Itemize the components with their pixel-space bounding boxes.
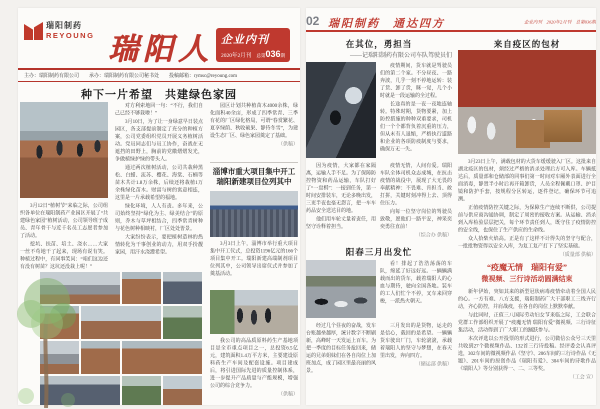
watercolor-tree-illustration <box>16 268 80 408</box>
tree-planting-photo <box>20 102 108 198</box>
paragraph: 疫情无情，人间有爱。瑞阳车队全体司机众志成城，在抗击疫情的战役中，展现了大无畏的奉献精神：不畏难、肯担当、敢打拼，关键时刻冲得上去、顶得住压力。 <box>380 163 452 206</box>
collage-photo <box>122 341 202 374</box>
project-text-1 <box>210 240 298 288</box>
paragraph: 我公司的高品质原料药生产基地项目是全市重点项目之一，总投资6.5亿元，建筑面积1.4万平方米，主要建设原料药生产车间及配套设施。项目建成后，将引进国际先进的质量控制体系，进一步提升产品质量与产能规模，增强公司的综合竞争力。 <box>210 338 298 389</box>
left-page <box>18 8 300 405</box>
paragraph: 他们用车轮丈量着责任，用坚守诠释着担当。 <box>306 216 376 230</box>
groundbreaking-ceremony-photo <box>210 191 298 237</box>
paragraph: 新年伊始，突如其来的新型冠状病毒疫情牵动着全国人民的心。一方有难、八方支援，瑞阳制药广大干部职工三线齐行动，齐心防控，并肩战疫，在各自的岗位上默默奉献。 <box>458 289 596 310</box>
article1-column1 <box>20 202 108 270</box>
paragraph: 与此同时，正值三八国际劳动妇女节来临之际，工会联合党群工作部组织开展了“疫魔无情 瑞阳有爱”微视频、三行诗征集活动，活动得到了广大职工的踊跃参与。 <box>458 312 596 333</box>
project-text-2 <box>210 337 298 405</box>
paragraph: 因为疫情，大家都在家隔离，运输人手不足。为了保障防控物资和药品运输，车队打好了“一盘棋”：一接到任务，第一时间安排装车，无论多晚出发，三更半夜也毫无怨言，把一车车药品安全送达目的地。 <box>306 163 376 214</box>
logo-cn-label: 瑞阳制药 <box>46 21 82 30</box>
paragraph: 向每一位坚守岗位的驾驶员致敬，愿他们一路平安，神采奕奕勇往直前！ <box>380 209 452 230</box>
poem-article-headline: “疫魔无情 瑞阳有爱” <box>487 263 567 272</box>
byline: （质量部 供稿） <box>559 252 596 258</box>
truck-convoy-photo <box>306 260 376 318</box>
packaging-article-headline: 来自疫区的包材 <box>493 39 561 49</box>
march-column-right <box>380 322 452 404</box>
paragraph: 3月3日上午，淄博市举行重大项目集中开工仪式，总投资1196亿元的166个项目集中开工。瑞阳新建高端制剂项目位列其中，公司领导出席仪式并参加了奠基活动。 <box>210 241 298 277</box>
issue-date: 2020年2月刊 <box>221 53 252 59</box>
poem-text <box>458 288 596 402</box>
collage-photo <box>81 341 120 374</box>
issue-number: 总第036期 <box>256 49 285 59</box>
issue-type-label: 企业内刊 <box>221 34 269 46</box>
article1-column3 <box>210 102 298 158</box>
issue-box <box>216 28 290 62</box>
collage-photo <box>122 376 161 405</box>
paragraph: 3月12日“植树节”来临之际，公司组织各单位在瑞阳制药产业园区开展了“共建绿色家园”植树活动，公司领导班子成员、青年骨干与近千名员工志愿者参加了活动。 <box>20 203 108 239</box>
driver-article-headline: 在其位，勇担当 <box>345 39 413 49</box>
collage-photo <box>81 306 161 339</box>
paragraph: 绿化环境，人人有责。多年来，公司始终坚持“绿化为主、绿美结合”的原则，乔木与草坪相结合，四季常青树种与花色树种相映衬，厂区处处皆景。 <box>115 203 203 232</box>
paragraph: 长途真的是一夜一夜地连轴转。特殊时期，货物要紧，加上防控措施的种种双重要求，司机们一个个都背负着沉重的压力，但从未有人退缩，严格执行道路和企业的各项防疫制度与要求，确保万无一失。 <box>380 101 452 152</box>
driver-column-left <box>306 162 376 240</box>
paragraph: 园区计划共种植苗木4000余株，绿化面积40余亩，形成了四季常青、三季有花的厂区绿化格局，可谓“春赏繁花、夏享绿荫、秋收硕果、静待冬雪”，为建设生态厂区、绿色家园奠定了基础。 <box>210 103 298 139</box>
collage-photo <box>163 272 202 304</box>
driver-side-text <box>380 62 452 158</box>
poem-article-subtitle: 微视频、三行诗活动圆满结束 <box>481 275 573 283</box>
paragraph: 众人拾柴火焰高。正是有了这样不计得失的坚守与配合，一批批物资得以安全入库，为复工复产打下了坚实基础。 <box>458 236 596 249</box>
truck-unloading-photo <box>458 50 596 154</box>
byline: （供稿） <box>278 141 298 147</box>
byline: （工会 宣） <box>569 374 596 380</box>
collage-photo <box>122 272 161 304</box>
project-headline: 淄博市重大项目集中开工 瑞阳新建项目位列其中 <box>212 167 296 186</box>
logo-text <box>46 22 94 40</box>
paragraph: 疫情期间，货车就是驾驶员们的第二个家。不分昼夜、一路奔波，几乎一刻不停地运转：装了货、卸了货，眯一觉，几个小时就是一段运输的全过程。 <box>380 63 452 99</box>
publisher-info <box>24 72 294 81</box>
paragraph: 挖坑、扶苗、培土、浇水……大家一丝不苟地干了起来，现场有说有笑。种植过程中，有同事笑问：“咱们这边还有没有树苗？这坑还没栽上呢！” <box>20 241 108 270</box>
logo-en-label: REYOUNG <box>46 30 95 40</box>
paragraph: 对方利索地回一句：“不行，我们自己已经不够栽啦！” <box>115 103 203 116</box>
paper-title: 瑞阳人 <box>108 32 213 67</box>
paragraph: 经过几个昼夜的奋战，发车台账越垒越厚，统计数字不断刷新，高峰时一天发运上百车。为把一季度的目标任务抢回来，储运的兄弟姐妹们在各自岗位上加班加点，成了园区里最亮丽的风景。 <box>306 323 376 374</box>
paragraph: 大家纷纷表示，要把植树造林的热情转化为干事创业的动力，用双手扮靓家园，用汗水浇灌希望。 <box>115 234 203 255</box>
march-article-headline: 阳春三月出发忙 <box>345 247 413 257</box>
article1-headline: 种下一片希望 共建绿色家园 <box>81 89 237 101</box>
march-side-text <box>380 260 452 318</box>
masthead-logo <box>24 22 94 40</box>
publisher-info-text: 主办：瑞阳制药有限公司 承办：瑞阳制药有限公司秘书处 投稿邮箱：rymsc@reyoung.com <box>24 73 238 79</box>
publisher-info-bar <box>18 68 300 82</box>
paragraph: 3月10日，为了让一身绿意早日装点园区，各支部提前制定了充分的种植方案，公司党委组织党员开展义务植树活动。党员同志们与员工协作，奋战在无遮挡的田野上，胸前的党徽熠熠发光，争做植绿护绿的带头人。 <box>115 119 203 162</box>
project-article <box>210 162 298 406</box>
paragraph: 通过两次植树活动，公司共栽种黑松、白蜡、流苏、樱花、海棠、石楠等苗木共计1.8万余株，后续还将栽植1万余株绿化苗木。财富与树的寓意相连，这里是一片承载希望的福地。 <box>115 165 203 201</box>
march-column-left <box>306 322 376 404</box>
driver-article-subtitle: ——记瑞阳制药有限公司车队驾驶员们 <box>349 53 452 59</box>
paragraph: 三月发出的是货物，运走的是信心，载回的是希望。一辆辆货车驶出厂门，车轮滚滚，承载着瑞阳人的坚守与梦想，在春天里出发，奔向四方。 <box>380 323 452 359</box>
article1-column2 <box>115 102 203 270</box>
byline: （供稿） <box>278 391 298 397</box>
paragraph: 看！排起了浩浩荡荡的车队，绵延了好远好远。一辆辆满载而出的货车，载着瑞阳人的心血与期待，驶向全国各地。装车的工人们忙个不停，叉车来回穿梭，一派热火朝天。 <box>380 261 452 304</box>
cardboard-crates <box>544 110 583 141</box>
byline: （综合办 供稿） <box>415 232 452 238</box>
collage-photo <box>163 306 202 339</box>
photo-collage <box>20 272 202 405</box>
officials-site-visit-photo <box>210 290 298 334</box>
truck-driver-photo <box>306 62 376 158</box>
page-number: 02 <box>306 14 320 28</box>
driver-column-right <box>380 162 452 240</box>
issue-row <box>221 49 285 59</box>
header-rule <box>306 30 596 32</box>
packaging-text <box>458 158 596 258</box>
page-slogan: 瑞阳制药 通达四方 <box>328 17 445 30</box>
paragraph: 本次评选以公开投票的形式进行，公司微信公众号三天里共收到27个微视频作品、132首三行诗投稿。经评委会认真评选，302车间的微视频作品《坚守》、206车间的三行诗作品《无题》、201车间的原创作品《瑞阳有爱》、304车间的诗歌作品《瑞阳人》等分别获得一、二、三等奖。 <box>458 336 596 372</box>
byline: （储运部 供稿） <box>415 361 452 367</box>
collage-photo <box>163 376 202 405</box>
right-page <box>306 8 596 405</box>
paragraph: 正值疫情防控关键之际，为保障生产连续不断供，公司提前与供应商沟通协调，制定了周密的接收方案。从运输、消杀到入库检验层层把关，每个环节责任到人，既守住了疫情防控的安全线，也保住了生产供应的生命线。 <box>458 205 596 233</box>
reyoung-logo-icon <box>24 22 43 40</box>
paragraph: 3月23日上午，满载包材的大货车缓缓驶入厂区。这批来自湖北疫区的包材，须经过严格的消杀处理后方可入库。车辆抵达后，质量部和仓储部的同事们第一时间对车厢外表面进行全面消毒，静置半小时后再开箱卸货，人员全程佩戴口罩、护目镜和防护手套，按规程分区转运，逐件登记，确保环节可追溯。 <box>458 159 596 202</box>
issue-info-right: 企业内刊 2020年2月刊 总第036期 <box>523 19 596 25</box>
